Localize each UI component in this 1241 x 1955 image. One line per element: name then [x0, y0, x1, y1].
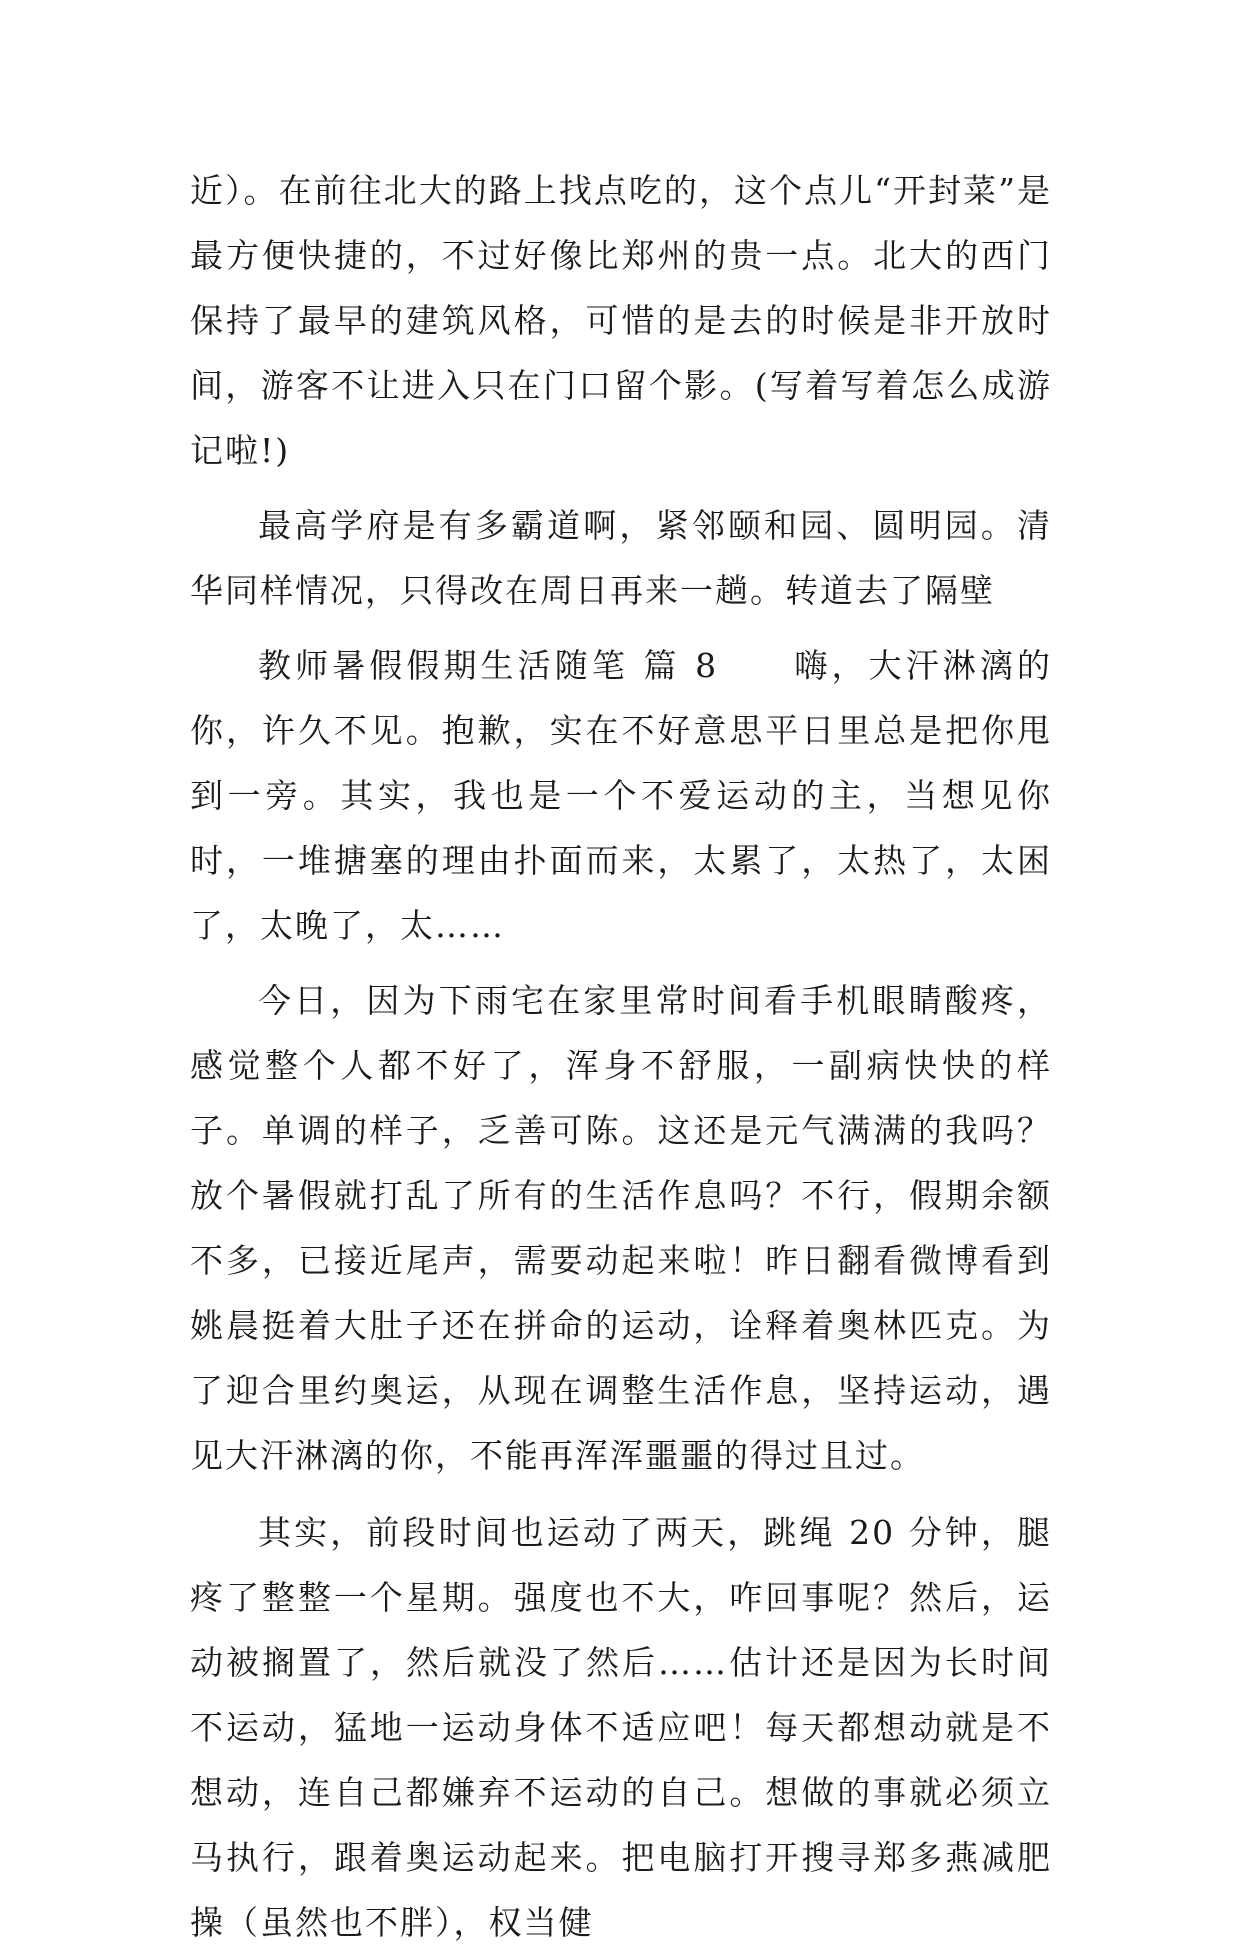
paragraph-essay-8-intro: 教师暑假假期生活随笔 篇 8 嗨，大汗淋漓的你，许久不见。抱歉，实在不好意思平日里总是把你甩到一旁。其实，我也是一个不爱运动的主，当想见你时，一堆搪塞的理由扑面而来，太累了，太热了，太困了，太晚了，太……	[190, 646, 1052, 945]
document-page	[190, 158, 1052, 1955]
paragraph-top-university: 最高学府是有多霸道啊，紧邻颐和园、圆明园。清华同样情况，只得改在周日再来一趟。转道去了隔壁	[190, 506, 1052, 610]
paragraph-rainy-day: 今日，因为下雨宅在家里常时间看手机眼睛酸疼，感觉整个人都不好了，浑身不舒服，一副病快快的样子。单调的样子，乏善可陈。这还是元气满满的我吗？放个暑假就打乱了所有的生活作息吗？不行，假期余额不多，已接近尾声，需要动起来啦！昨日翻看微博看到姚晨挺着大肚子还在拼命的运动，诠释着奥林匹克。为了迎合里约奥运，从现在调整生活作息，坚持运动，遇见大汗淋漓的你，不能再浑浑噩噩的得过且过。	[190, 981, 1052, 1475]
paragraph-exercise: 其实，前段时间也运动了两天，跳绳 20 分钟，腿疼了整整一个星期。强度也不大，咋回事呢？然后，运动被搁置了，然后就没了然后……估计还是因为长时间不运动，猛地一运动身体不适应吧！每天都想动就是不想动，连自己都嫌弃不运动的自己。想做的事就必须立马执行，跟着奥运动起来。把电脑打开搜寻郑多燕减肥操（虽然也不胖），权当健	[190, 1513, 1052, 1942]
paragraph-beijing-trip: 近）。在前往北大的路上找点吃的，这个点儿“开封菜”是最方便快捷的，不过好像比郑州的贵一点。北大的西门保持了最早的建筑风格，可惜的是去的时候是非开放时间，游客不让进入只在门口留个影。(写着写着怎么成游记啦!)	[190, 171, 1052, 470]
